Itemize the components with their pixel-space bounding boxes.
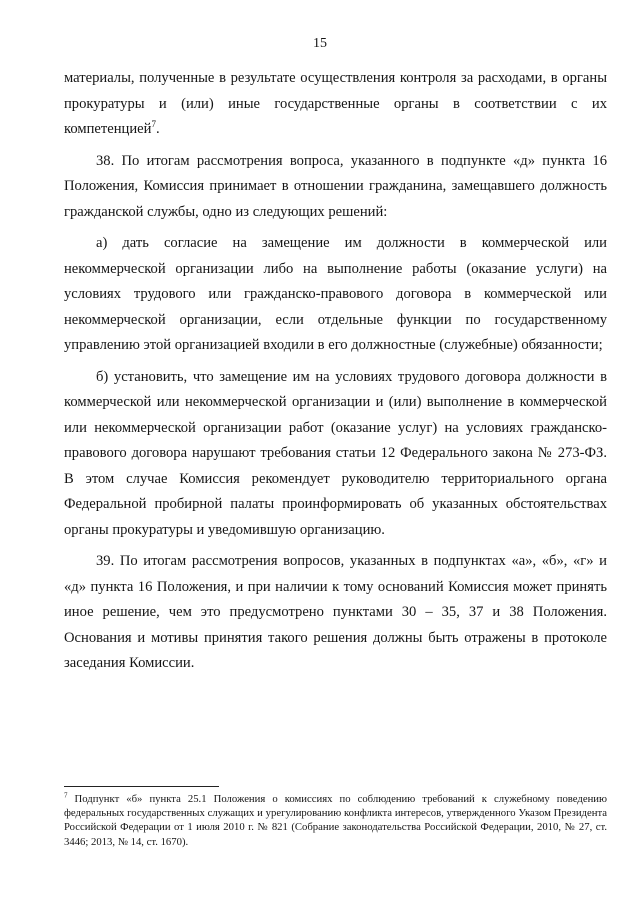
paragraph-38-b: б) установить, что замещение им на условиях трудового договора должности в коммерческой или некоммерческой организации и (или) выполнение в коммерческой или некоммерческой организации работ (оказание услуг) на условиях гражданско-правового договора нарушают требования статьи 12 Федерального закона № 273-ФЗ. В этом случае Комиссия рекомендует руководителю территориального органа Федеральной пробирной палаты проинформировать об указанных обстоятельствах органы прокуратуры и уведомившую организацию.: [64, 368, 607, 538]
paragraph-38-a: а) дать согласие на замещение им должности в коммерческой или некоммерческой организации либо на выполнение работы (оказание услуги) на условиях трудового или гражданско-правового договора в коммерческой или некоммерческой организации, если отдельные функции по государственному управлению этой организацией входили в его должностные (служебные) обязанности;: [64, 235, 607, 353]
page-number: 15: [313, 36, 327, 51]
body-text: [64, 66, 607, 677]
footnote-text: Подпункт «б» пункта 25.1 Положения о комиссиях по соблюдению требований к служебному поведению федеральных государственных служащих и урегулированию конфликта интересов, утвержденного Указом Президента Российской Федерации от 1 июля 2010 г. № 821 (Собрание законодательства Российской Федерации, 2010, № 27, ст. 3446; 2013, № 14, ст. 1670).: [64, 793, 607, 848]
footnote-marker: 7: [64, 791, 68, 800]
paragraph-continuation: материалы, полученные в результате осуществления контроля за расходами, в органы прокуратуры и (или) иные государственные органы в соответствии с их компетенцией$^7$.: [64, 70, 607, 137]
footnote-divider: [64, 786, 219, 787]
paragraph-39: 39. По итогам рассмотрения вопросов, указанных в подпунктах «а», «б», «г» и «д» пункта 16 Положения, и при наличии к тому оснований Комиссия может принять иное решение, чем это предусмотрено пунктами 30 – 35, 37 и 38 Положения. Основания и мотивы принятия такого решения должны быть отражены в протоколе заседания Комиссии.: [64, 553, 607, 671]
paragraph-38: 38. По итогам рассмотрения вопроса, указанного в подпункте «д» пункта 16 Положения, Комиссия принимает в отношении гражданина, замещавшего должность гражданской службы, одно из следующих решений:: [64, 152, 607, 220]
footnote-7: [64, 792, 607, 849]
footnote: [64, 792, 607, 849]
footnote-reference[interactable]: 7: [151, 119, 156, 130]
